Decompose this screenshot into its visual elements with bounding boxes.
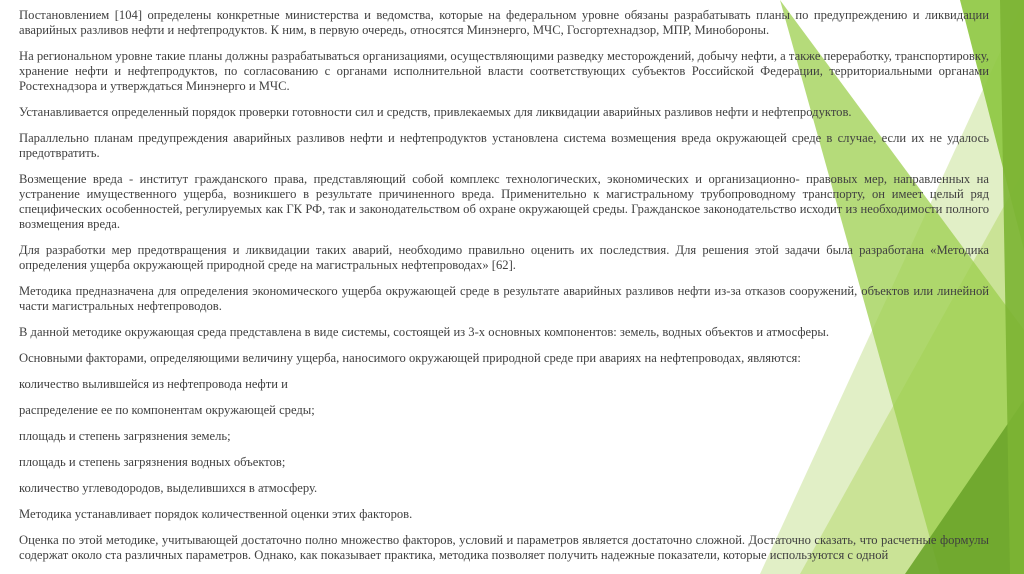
- list-item-4: площадь и степень загрязнения водных объектов;: [19, 455, 286, 469]
- slide-body: [19, 8, 989, 574]
- paragraph-3: Устанавливается определенный порядок проверки готовности сил и средств, привлекаемых для ликвидации аварийных разливов нефти и нефтепродуктов.: [19, 105, 852, 119]
- paragraph-11: Оценка по этой методике, учитывающей достаточно полно множество факторов, условий и параметров является достаточно сложной. Достаточно сказать, что расчетные формулы содержат около ста различных параметров. Однако, как показывает практика, методика позволяет получить надежные показатели, которые используются с одной: [19, 533, 989, 562]
- paragraph-7: Методика предназначена для определения экономического ущерба окружающей среде в результате аварийных разливов нефти из-за отказов сооружений, объектов или линейной части магистральных нефтепроводов.: [19, 284, 989, 313]
- list-item-1: количество вылившейся из нефтепровода нефти и: [19, 377, 288, 391]
- paragraph-5: Возмещение вреда - институт гражданского права, представляющий собой комплекс технологических, экономических и организационно- правовых мер, направленных на устранение имущественного ущерба, возникшего в результате причиненного вреда. Применительно к магистральному трубопроводному транспорту, он имеет целый ряд специфических особенностей, регулируемых как ГК РФ, так и законодательством об охране окружающей среды. Гражданское законодательство исходит из необходимости полного возмещения вреда.: [19, 172, 989, 231]
- paragraph-1: Постановлением [104] определены конкретные министерства и ведомства, которые на федеральном уровне обязаны разрабатывать планы по предупреждению и ликвидации аварийных разливов нефти и нефтепродуктов. К ним, в первую очередь, относятся Минэнерго, МЧС, Госгортехнадзор, МПР, Минобороны.: [19, 8, 989, 37]
- list-item-2: распределение ее по компонентам окружающей среды;: [19, 403, 315, 417]
- list-item-5: количество углеводородов, выделившихся в атмосферу.: [19, 481, 318, 495]
- paragraph-8: В данной методике окружающая среда представлена в виде системы, состоящей из 3-х основных компонентов: земель, водных объектов и атмосферы.: [19, 325, 830, 339]
- paragraph-6: Для разработки мер предотвращения и ликвидации таких аварий, необходимо правильно оценить их последствия. Для решения этой задачи была разработана «Методика определения ущерба окружающей природной среде на магистральных нефтепроводах» [62].: [19, 243, 989, 272]
- paragraph-10: Методика устанавливает порядок количественной оценки этих факторов.: [19, 507, 413, 521]
- paragraph-4: Параллельно планам предупреждения аварийных разливов нефти и нефтепродуктов установлена система возмещения вреда окружающей среде в случае, если их не удалось предотвратить.: [19, 131, 989, 160]
- list-item-3: площадь и степень загрязнения земель;: [19, 429, 231, 443]
- paragraph-9: Основными факторами, определяющими величину ущерба, наносимого окружающей природной среде при авариях на нефтепроводах, являются:: [19, 351, 801, 365]
- paragraph-2: На региональном уровне такие планы должны разрабатываться организациями, осуществляющими разведку месторождений, добычу нефти, а также переработку, транспортировку, хранение нефти и нефтепродуктов, по согласованию с органами исполнительной власти соответствующих субъектов Российской Федерации, территориальными органами Ростехнадзора и утверждаться Минэнерго и МЧС.: [19, 49, 989, 93]
